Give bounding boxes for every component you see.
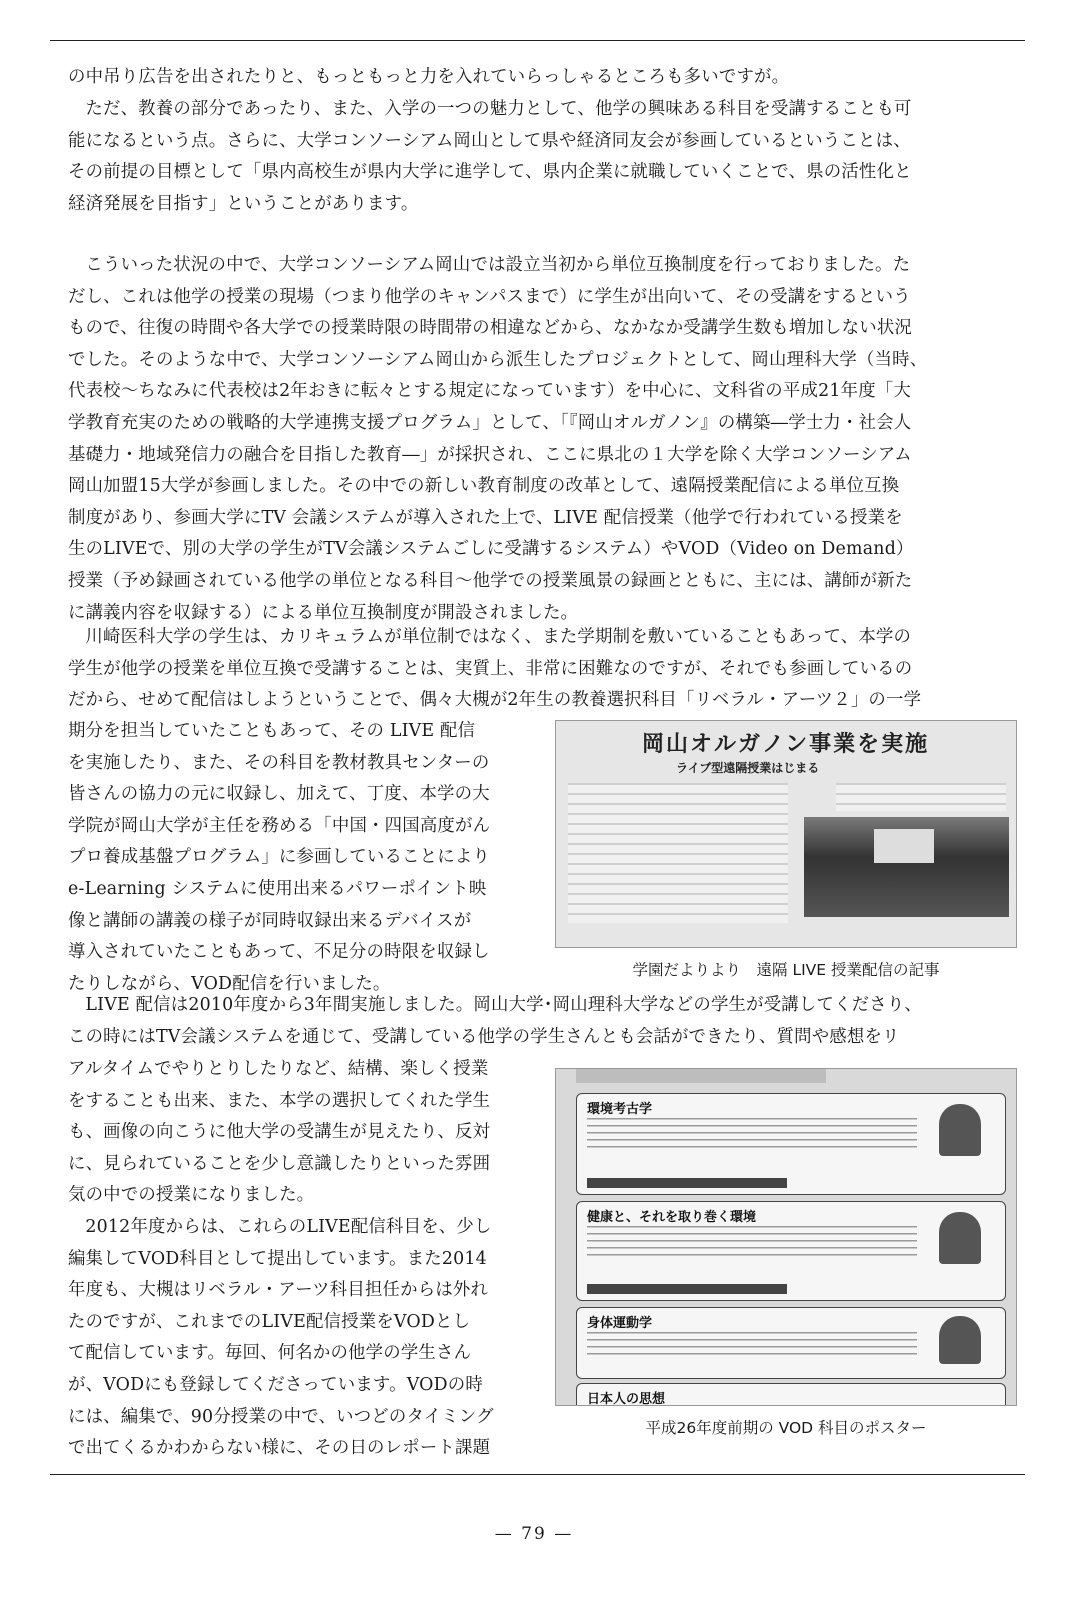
text-line: で出てくるかわからない様に、その日のレポート課題 — [68, 1438, 491, 1459]
page-number: — 79 — — [494, 1524, 574, 1544]
text-line: 編集してVOD科目として提出しています。また2014 — [68, 1248, 487, 1269]
text-line: の中吊り広告を出されたりと、もっともっと力を入れていらっしゃるところも多いですが。 — [68, 67, 790, 87]
article-subheadline: ライブ型遠隔授業はじまる — [676, 761, 820, 775]
text-line: 学教育充実のための戦略的大学連携支援プログラム」として、「『岡山オルガノン』の構築―学士力・社会人 — [68, 412, 912, 433]
text-line: をすることも出来、また、本学の選択してくれた学生 — [68, 1090, 491, 1111]
course-title: 身体運動学 — [587, 1316, 653, 1331]
text-line: たりしながら、VOD配信を行いました。 — [68, 973, 391, 994]
figure-live-article — [555, 720, 1017, 980]
text-line: LIVE 配信は2010年度から3年間実施しました。岡山大学･岡山理科大学などの学生が受講してくださり、 — [85, 995, 923, 1015]
text-line: 経済発展を目指す」ということがあります。 — [68, 193, 419, 214]
text-line: でした。そのような中で、大学コンソーシアム岡山から派生したプロジェクトとして、岡山理科大学（当時、 — [68, 349, 928, 370]
figure-vod-poster — [555, 1068, 1017, 1438]
article-clipping-photo — [555, 720, 1017, 948]
course-card — [576, 1201, 1006, 1301]
paragraph-5 — [68, 990, 1028, 1053]
text-line: も、画像の向こうに他大学の受講生が見えたり、反対 — [68, 1122, 491, 1143]
text-line: 導入されていたこともあって、不足分の時限を収録し — [68, 942, 490, 963]
text-line: 年度も、大槻はリベラル・アーツ科目担任からは外れ — [68, 1280, 489, 1301]
top-rule — [50, 40, 1025, 41]
instructor-photo — [939, 1212, 981, 1264]
text-line: 能になるという点。さらに、大学コンソーシアム岡山として県や経済同友会が参画しているということは、 — [68, 130, 911, 151]
figure-caption: 平成26年度前期の VOD 科目のポスター — [645, 1419, 927, 1437]
text-line: e-Learning システムに使用出来るパワーポイント映 — [68, 878, 487, 899]
article-headline: 岡山オルガノン事業を実施 — [642, 731, 930, 757]
article-body-text — [836, 783, 1006, 811]
paragraph-4-continued — [68, 716, 538, 1000]
course-card — [576, 1093, 1006, 1195]
text-line: こういった状況の中で、大学コンソーシアム岡山では設立当初から単位互換制度を行っておりました。た — [85, 255, 911, 275]
text-line: 学生が他学の授業を単位互換で受講することは、実質上、非常に困難なのですが、それでも参画しているの — [68, 658, 913, 679]
text-line: を実施したり、また、その科目を教材教具センターの — [68, 752, 490, 773]
text-line: 期分を担当していたこともあって、その LIVE 配信 — [68, 721, 476, 741]
text-line: この時にはTV会議システムを通じて、受講している他学の学生さんとも会話ができたり、質問や感想をリ — [68, 1026, 900, 1047]
course-info-bar — [587, 1284, 787, 1294]
text-line: ただ、教養の部分であったり、また、入学の一つの魅力として、他学の興味ある科目を受講することも可 — [85, 99, 912, 119]
projector-screen — [874, 829, 934, 863]
text-line: 生のLIVEで、別の大学の学生がTV会議システムごしに受講するシステム）やVOD（Video on Demand） — [68, 539, 914, 560]
text-line: には、編集で、90分授業の中で、いつどのタイミング — [68, 1406, 494, 1427]
text-line: 像と講師の講義の様子が同時収録出来るデバイスが — [68, 910, 472, 931]
paragraph-1 — [68, 62, 1028, 94]
instructor-photo — [939, 1104, 981, 1156]
text-line: 授業（予め録画されている他学の単位となる科目～他学での授業風景の録画とともに、主には、講師が新た — [68, 570, 913, 591]
text-line: たのですが、これまでのLIVE配信授業をVODとし — [68, 1311, 471, 1332]
text-line: 岡山加盟15大学が参画しました。その中での新しい教育制度の改革として、遠隔授業配信による単位互換 — [68, 476, 900, 497]
course-description — [587, 1332, 917, 1358]
text-line: に講義内容を収録する）による単位互換制度が開設されました。 — [68, 602, 579, 623]
text-line: 2012年度からは、これらのLIVE配信科目を、少し — [85, 1217, 492, 1237]
text-line: 学院が岡山大学が主任を務める「中国・四国高度がん — [68, 815, 491, 836]
instructor-photo — [939, 1316, 981, 1364]
course-description — [587, 1118, 917, 1152]
course-card — [576, 1307, 1006, 1379]
text-line: 皆さんの協力の元に収録し、加えて、丁度、本学の大 — [68, 784, 490, 805]
text-line: アルタイムでやりとりしたりなど、結構、楽しく授業 — [68, 1059, 489, 1079]
text-line: 川崎医科大学の学生は、カリキュラムが単位制ではなく、また学期制を敷いていることもあって、本学の — [85, 627, 912, 647]
paragraph-2 — [68, 94, 1028, 220]
paragraph-6 — [68, 1212, 538, 1465]
article-body-text — [568, 783, 788, 923]
text-line: その前提の目標として「県内高校生が県内大学に進学して、県内企業に就職していくことで、県の活性化と — [68, 162, 912, 183]
text-line: 代表校～ちなみに代表校は2年おきに転々とする規定になっています）を中心に、文科省の平成21年度「大 — [68, 381, 911, 402]
paragraph-3 — [68, 250, 1028, 629]
text-line: だから、せめて配信はしようということで、偶々大槻が2年生の教養選択科目「リベラル・アーツ２」の一学 — [68, 690, 922, 711]
text-line: だし、これは他学の授業の現場（つまり他学のキャンパスまで）に学生が出向いて、その受講をするという — [68, 286, 911, 307]
course-description — [587, 1226, 917, 1260]
bottom-rule — [50, 1474, 1025, 1475]
poster-header-bar — [576, 1069, 826, 1083]
text-line: て配信しています。毎回、何名かの他学の学生さん — [68, 1343, 472, 1364]
text-line: が、VODにも登録してくださっています。VODの時 — [68, 1374, 483, 1395]
text-line: 基礎力・地域発信力の融合を目指した教育―」が採択され、ここに県北の１大学を除く大学コンソーシアム — [68, 444, 912, 465]
text-line: もので、往復の時間や各大学での授業時限の時間帯の相違などから、なかなか受講学生数も増加しない状況 — [68, 318, 913, 339]
course-info-bar — [587, 1178, 787, 1188]
classroom-photo — [804, 817, 1009, 917]
paragraph-5-continued — [68, 1054, 538, 1212]
figure-caption: 学園だよりより 遠隔 LIVE 授業配信の記事 — [632, 961, 940, 979]
text-line: プロ養成基盤プログラム」に参画していることにより — [68, 847, 491, 868]
course-title: 健康と、それを取り巻く環境 — [587, 1210, 757, 1225]
text-line: 制度があり、参画大学にTV 会議システムが導入された上で、LIVE 配信授業（他学で行われている授業を — [68, 507, 903, 528]
paragraph-4 — [68, 622, 1028, 717]
course-card — [576, 1383, 1006, 1406]
text-line: 気の中での授業になりました。 — [68, 1185, 315, 1206]
course-title: 環境考古学 — [587, 1102, 653, 1117]
course-title: 日本人の思想 — [587, 1392, 666, 1406]
poster-photo — [555, 1068, 1017, 1406]
text-line: に、見られていることを少し意識したりといった雰囲 — [68, 1153, 491, 1174]
